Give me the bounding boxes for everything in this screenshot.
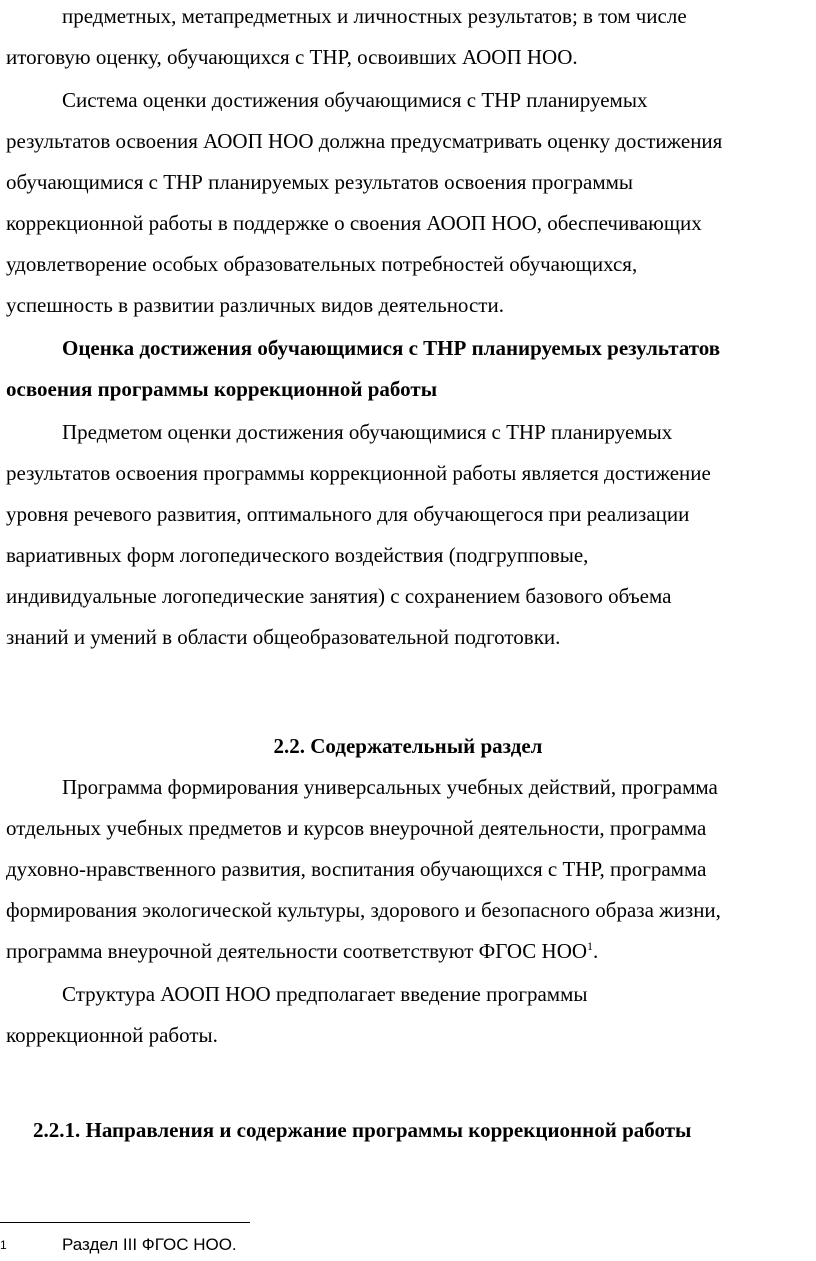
text-line <box>0 84 816 116</box>
text-line <box>0 978 816 1010</box>
text-line-content: освоения программы коррекционной работы <box>6 377 438 401</box>
sentence-end: . <box>593 939 599 963</box>
section-heading-text: 2.2. Содержательный раздел <box>273 734 543 758</box>
text-line <box>0 41 816 73</box>
text-line-content: духовно-нравственного развития, воспитания обучающихся с ТНР, программа <box>6 857 707 881</box>
text-line <box>0 935 816 967</box>
text-line-content: обучающимися с ТНР планируемых результатов освоения программы <box>6 170 634 194</box>
text-line-content: индивидуальные логопедические занятия) с сохранением базового объема <box>6 584 672 608</box>
text-line-content: отдельных учебных предметов и курсов внеурочной деятельности, программа <box>6 816 707 840</box>
text-line-content: итоговую оценку, обучающихся с ТНР, освоивших АООП НОО. <box>6 45 578 69</box>
text-line-content: результатов освоения программы коррекционной работы является достижение <box>6 461 711 485</box>
text-line <box>0 125 816 157</box>
section-subheading-line <box>0 332 816 364</box>
text-line <box>0 166 816 198</box>
section-heading <box>0 730 816 762</box>
text-line-content: результатов освоения АООП НОО должна предусматривать оценку достижения <box>6 129 723 153</box>
text-line-content: удовлетворение особых образовательных потребностей обучающихся, <box>6 252 638 276</box>
text-line-content: Оценка достижения обучающимися с ТНР планируемых результатов <box>62 336 721 360</box>
footnote-separator <box>0 1222 250 1223</box>
text-line <box>0 289 816 321</box>
text-line-content: вариативных форм логопедического воздействия (подгрупповые, <box>6 543 589 567</box>
section-subheading-line <box>0 373 816 405</box>
text-line-content: Программа формирования универсальных учебных действий, программа <box>62 775 718 799</box>
text-line <box>0 621 816 653</box>
text-line <box>0 894 816 926</box>
text-line-content: формирования экологической культуры, здорового и безопасного образа жизни, <box>6 898 721 922</box>
subsection-heading <box>0 1114 816 1146</box>
text-line-content: Предметом оценки достижения обучающимися с ТНР планируемых <box>62 420 673 444</box>
text-line <box>0 0 816 32</box>
text-line-content: коррекционной работы. <box>6 1023 218 1047</box>
text-line-content <box>6 935 598 967</box>
text-line <box>0 853 816 885</box>
footnote-text: Раздел III ФГОС НОО. <box>62 1235 237 1254</box>
text-line <box>0 248 816 280</box>
text-line-content: Система оценки достижения обучающимися с ТНР планируемых <box>62 88 648 112</box>
text-line-content: уровня речевого развития, оптимального для обучающегося при реализации <box>6 502 690 526</box>
subsection-heading-text: 2.2.1. Направления и содержание программы коррекционной работы <box>33 1118 692 1142</box>
text-line-content: коррекционной работы в поддержке о своения АООП НОО, обеспечивающих <box>6 211 702 235</box>
text-line <box>0 457 816 489</box>
text-line <box>0 539 816 571</box>
text-line-content: Структура АООП НОО предполагает введение программы <box>62 982 588 1006</box>
text-line <box>0 812 816 844</box>
text-line-body: программа внеурочной деятельности соответствуют ФГОС НОО <box>6 939 588 963</box>
text-line-content: предметных, метапредметных и личностных результатов; в том числе <box>62 4 687 28</box>
text-line-content: успешность в развитии различных видов деятельности. <box>6 293 504 317</box>
text-line <box>0 416 816 448</box>
text-line <box>0 207 816 239</box>
footnote-reference[interactable]: 1 <box>587 939 594 953</box>
text-line <box>0 498 816 530</box>
text-line <box>0 771 816 803</box>
footnote-number: 1 <box>0 1238 7 1252</box>
text-line-content: знаний и умений в области общеобразовательной подготовки. <box>6 625 561 649</box>
text-line <box>0 580 816 612</box>
text-line <box>0 1019 816 1051</box>
